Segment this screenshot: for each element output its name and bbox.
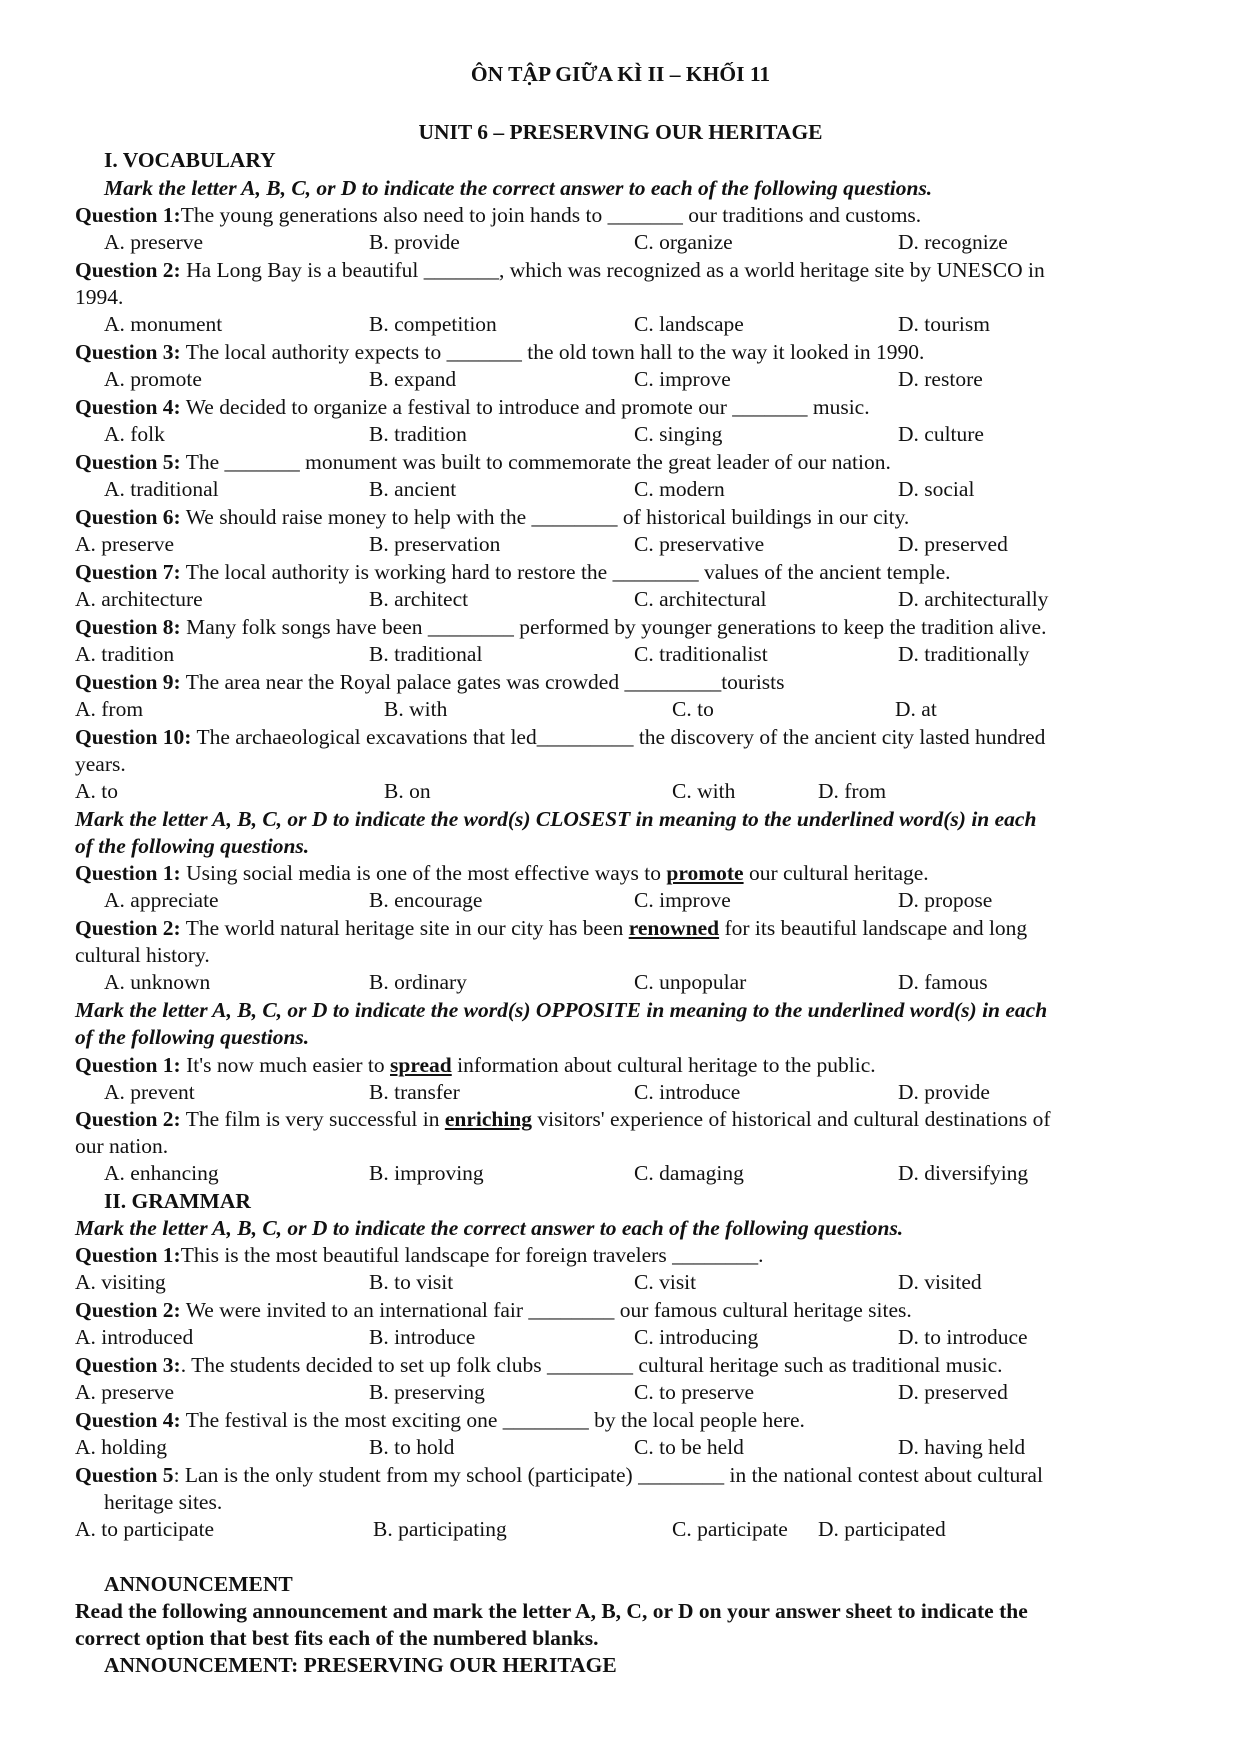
option-a: A. holding [75, 1435, 167, 1459]
question-text: Many folk songs have been ________ performed by younger generations to keep the tradition alive. [180, 615, 1047, 639]
question-text: The young generations also need to join hands to _______ our traditions and customs. [180, 203, 922, 227]
option-a: A. monument [104, 312, 223, 336]
option-a: A. unknown [104, 970, 211, 994]
option-a: A. appreciate [104, 888, 219, 912]
option-c: C. preservative [634, 532, 765, 556]
option-d: D. preserved [898, 1380, 1008, 1404]
option-b: B. preserving [369, 1380, 485, 1404]
question-line [75, 614, 1046, 640]
question-text: Ha Long Bay is a beautiful _______, which was recognized as a world heritage site by UNESCO in [180, 258, 1045, 282]
question-line [75, 1462, 1043, 1488]
question-label: Question 4: [75, 395, 181, 419]
question-label: Question 2: [75, 1298, 181, 1322]
question-text: . The students decided to set up folk clubs ________ cultural heritage such as traditional music. [180, 1353, 1003, 1377]
option-b: B. introduce [369, 1325, 476, 1349]
option-b: B. expand [369, 367, 457, 391]
option-b: B. ordinary [369, 970, 467, 994]
option-a: A. preserve [104, 230, 204, 254]
question-line [75, 394, 870, 420]
option-b: B. competition [369, 312, 497, 336]
option-c: C. architectural [634, 587, 767, 611]
option-b: B. provide [369, 230, 460, 254]
question-line [75, 1407, 805, 1433]
question-label: Question 5 [75, 1463, 174, 1487]
question-text: We should raise money to help with the ________ of historical buildings in our city. [180, 505, 910, 529]
option-c: C. organize [634, 230, 733, 254]
option-d: D. from [818, 779, 887, 803]
question-text: The local authority expects to _______ the old town hall to the way it looked in 1990. [180, 340, 925, 364]
option-b: B. to visit [369, 1270, 454, 1294]
question-label: Question 1: [75, 203, 181, 227]
question-continuation: heritage sites. [104, 1490, 223, 1514]
option-a: A. folk [104, 422, 165, 446]
option-c: C. improve [634, 888, 731, 912]
question-text: The _______ monument was built to commemorate the great leader of our nation. [180, 450, 891, 474]
question-line [75, 449, 891, 475]
question-text: The local authority is working hard to restore the ________ values of the ancient temple. [180, 560, 951, 584]
option-c: C. improve [634, 367, 731, 391]
option-a: A. from [75, 697, 144, 721]
option-a: A. preserve [75, 532, 175, 556]
option-d: D. provide [898, 1080, 990, 1104]
option-c: C. landscape [634, 312, 744, 336]
question-label: Question 3: [75, 1353, 181, 1377]
option-d: D. propose [898, 888, 993, 912]
question-continuation: our nation. [75, 1134, 169, 1158]
option-a: A. tradition [75, 642, 175, 666]
question-line [75, 504, 909, 530]
option-c: C. introduce [634, 1080, 741, 1104]
option-c: C. with [672, 779, 736, 803]
question-text: We were invited to an international fair ________ our famous cultural heritage sites. [180, 1298, 912, 1322]
option-d: D. architecturally [898, 587, 1049, 611]
option-c: C. introducing [634, 1325, 759, 1349]
question-label: Question 8: [75, 615, 181, 639]
question-text: The film is very successful in [180, 1107, 445, 1131]
instruction-closest: Mark the letter A, B, C, or D to indicate the word(s) CLOSEST in meaning to the underlined word(s) in each [75, 807, 1037, 831]
question-text: information about cultural heritage to the public. [451, 1053, 876, 1077]
question-text: It's now much easier to [180, 1053, 390, 1077]
question-line [75, 724, 1045, 750]
question-text: our cultural heritage. [743, 861, 929, 885]
option-c: C. singing [634, 422, 723, 446]
question-line [75, 202, 921, 228]
option-c: C. unpopular [634, 970, 747, 994]
underlined-word: promote [666, 861, 744, 885]
option-d: D. participated [818, 1517, 946, 1541]
question-continuation: 1994. [75, 285, 124, 309]
option-d: D. to introduce [898, 1325, 1028, 1349]
question-label: Question 1: [75, 1053, 181, 1077]
option-a: A. promote [104, 367, 202, 391]
option-b: B. tradition [369, 422, 467, 446]
question-label: Question 1: [75, 861, 181, 885]
option-b: B. architect [369, 587, 469, 611]
option-d: D. social [898, 477, 975, 501]
instruction-grammar: Mark the letter A, B, C, or D to indicate the correct answer to each of the following questions. [75, 1216, 904, 1240]
option-d: D. traditionally [898, 642, 1030, 666]
option-d: D. having held [898, 1435, 1026, 1459]
question-line [75, 1242, 763, 1268]
unit-title: UNIT 6 – PRESERVING OUR HERITAGE [418, 120, 823, 144]
question-label: Question 6: [75, 505, 181, 529]
question-label: Question 10: [75, 725, 192, 749]
option-b: B. on [384, 779, 431, 803]
option-a: A. to [75, 779, 118, 803]
option-d: D. preserved [898, 532, 1008, 556]
question-text: visitors' experience of historical and cultural destinations of [532, 1107, 1051, 1131]
instruction-vocabulary: Mark the letter A, B, C, or D to indicate the correct answer to each of the following questions. [104, 176, 933, 200]
option-c: C. participate [672, 1517, 788, 1541]
option-b: B. transfer [369, 1080, 460, 1104]
question-label: Question 2: [75, 1107, 181, 1131]
instruction-closest-cont: of the following questions. [75, 834, 310, 858]
option-d: D. tourism [898, 312, 990, 336]
instruction-opposite-cont: of the following questions. [75, 1025, 310, 1049]
question-label: Question 1: [75, 1243, 181, 1267]
underlined-word: spread [390, 1053, 452, 1077]
question-line [75, 559, 951, 585]
option-b: B. participating [373, 1517, 507, 1541]
option-c: C. to [672, 697, 714, 721]
question-line [75, 915, 1027, 941]
section-heading-vocabulary: I. VOCABULARY [104, 148, 276, 172]
option-a: A. prevent [104, 1080, 195, 1104]
option-b: B. with [384, 697, 448, 721]
question-continuation: years. [75, 752, 126, 776]
option-b: B. encourage [369, 888, 483, 912]
option-d: D. recognize [898, 230, 1008, 254]
section-heading-grammar: II. GRAMMAR [104, 1189, 251, 1213]
option-a: A. traditional [104, 477, 219, 501]
option-b: B. preservation [369, 532, 501, 556]
option-c: C. damaging [634, 1161, 744, 1185]
instruction-opposite: Mark the letter A, B, C, or D to indicate the word(s) OPPOSITE in meaning to the underlined word(s) in each [75, 998, 1048, 1022]
option-a: A. preserve [75, 1380, 175, 1404]
section-heading-announcement: ANNOUNCEMENT [104, 1572, 293, 1596]
question-text: We decided to organize a festival to introduce and promote our _______ music. [180, 395, 870, 419]
option-c: C. modern [634, 477, 725, 501]
underlined-word: renowned [628, 916, 720, 940]
question-line [75, 1297, 912, 1323]
question-line [75, 1106, 1051, 1132]
announcement-title: ANNOUNCEMENT: PRESERVING OUR HERITAGE [104, 1653, 617, 1677]
option-c: C. to be held [634, 1435, 744, 1459]
question-text: The area near the Royal palace gates was crowded _________tourists [180, 670, 785, 694]
question-line [75, 669, 785, 695]
option-d: D. famous [898, 970, 988, 994]
option-d: D. at [895, 697, 937, 721]
question-label: Question 7: [75, 560, 181, 584]
option-b: B. to hold [369, 1435, 455, 1459]
option-c: C. visit [634, 1270, 697, 1294]
option-d: D. culture [898, 422, 984, 446]
instruction-announcement: Read the following announcement and mark the letter A, B, C, or D on your answer sheet to indicate the [75, 1599, 1028, 1623]
question-label: Question 4: [75, 1408, 181, 1432]
question-label: Question 2: [75, 916, 181, 940]
option-c: C. to preserve [634, 1380, 755, 1404]
question-text: Using social media is one of the most effective ways to [180, 861, 667, 885]
question-line [75, 257, 1045, 283]
question-text: for its beautiful landscape and long [719, 916, 1028, 940]
option-b: B. traditional [369, 642, 483, 666]
option-a: A. visiting [75, 1270, 166, 1294]
option-a: A. to participate [75, 1517, 215, 1541]
question-continuation: cultural history. [75, 943, 210, 967]
option-a: A. enhancing [104, 1161, 219, 1185]
question-line [75, 860, 929, 886]
underlined-word: enriching [444, 1107, 533, 1131]
question-label: Question 5: [75, 450, 181, 474]
question-label: Question 9: [75, 670, 181, 694]
question-line [75, 1352, 1003, 1378]
option-b: B. ancient [369, 477, 457, 501]
question-text: The festival is the most exciting one ________ by the local people here. [180, 1408, 805, 1432]
option-a: A. introduced [75, 1325, 194, 1349]
option-b: B. improving [369, 1161, 484, 1185]
question-line [75, 1052, 876, 1078]
question-text: This is the most beautiful landscape for foreign travelers ________. [180, 1243, 764, 1267]
question-label: Question 3: [75, 340, 181, 364]
question-line [75, 339, 924, 365]
option-c: C. traditionalist [634, 642, 768, 666]
option-d: D. restore [898, 367, 983, 391]
option-a: A. architecture [75, 587, 203, 611]
question-text: : Lan is the only student from my school (participate) ________ in the national contest about cultural [173, 1463, 1043, 1487]
question-text: The archaeological excavations that led_________ the discovery of the ancient city lasted hundred [191, 725, 1046, 749]
instruction-announcement-cont: correct option that best fits each of the numbered blanks. [75, 1626, 599, 1650]
document-title: ÔN TẬP GIỮA KÌ II – KHỐI 11 [470, 62, 771, 86]
option-d: D. visited [898, 1270, 982, 1294]
question-label: Question 2: [75, 258, 181, 282]
option-d: D. diversifying [898, 1161, 1029, 1185]
question-text: The world natural heritage site in our city has been [180, 916, 629, 940]
